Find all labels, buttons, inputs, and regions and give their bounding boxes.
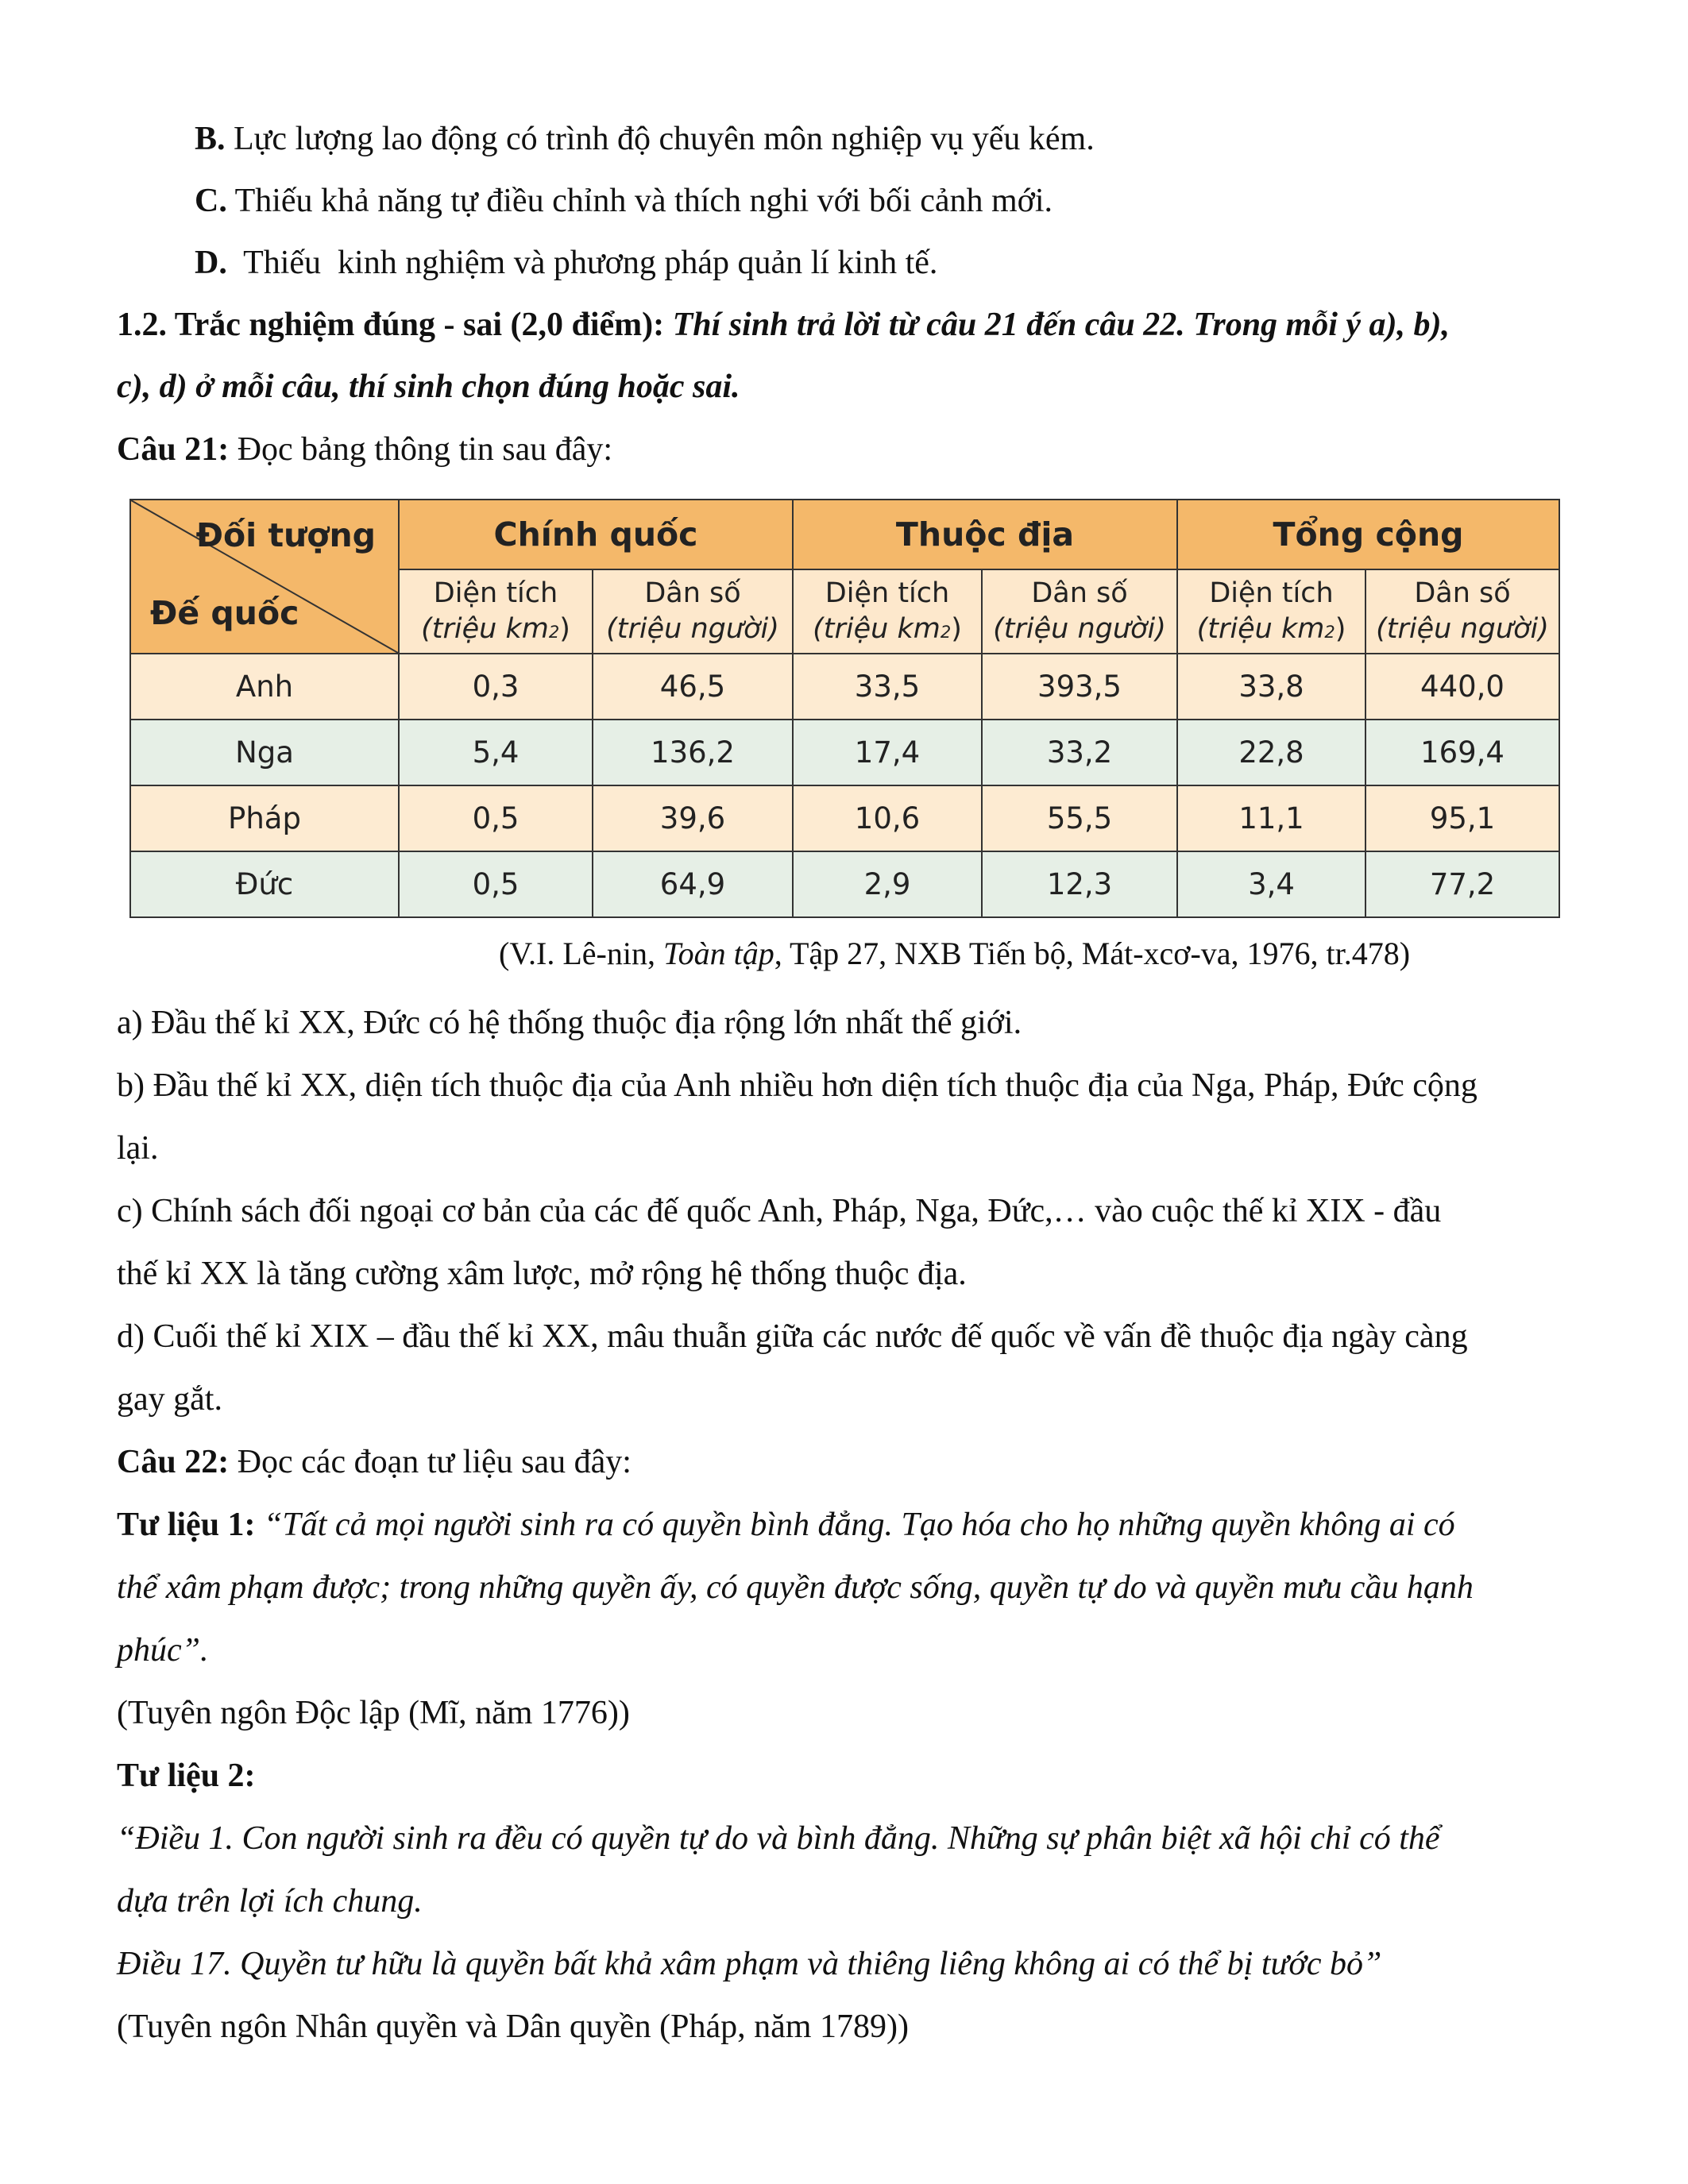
corner-label-top: Đối tượng (195, 516, 376, 554)
table-cell: 33,5 (793, 654, 982, 720)
subheader-population: Dân số (triệu người) (593, 569, 793, 654)
row-label: Anh (130, 654, 399, 720)
document-1-cont: thể xâm phạm được; trong những quyền ấy, có quyền được sống, quyền tự do và quyền mưu cầu hạnh (117, 1569, 1474, 1606)
table-cell: 33,8 (1177, 654, 1365, 720)
option-b (195, 122, 1095, 156)
table-row (130, 720, 1559, 785)
option-letter: B. (195, 121, 226, 157)
table-cell: 2,9 (793, 851, 982, 917)
table-source: (V.I. Lê-nin, Toàn tập, Tập 27, NXB Tiến bộ, Mát-xcơ-va, 1976, tr.478) (499, 936, 1411, 971)
option-text: Thiếu khả năng tự điều chỉnh và thích nghi với bối cảnh mới. (226, 183, 1053, 219)
row-label: Nga (130, 720, 399, 785)
table-cell: 95,1 (1365, 785, 1559, 851)
option-letter: D. (195, 245, 227, 281)
document-2-label: Tư liệu 2: (117, 1758, 256, 1794)
table-cell: 17,4 (793, 720, 982, 785)
table-corner-cell (130, 500, 399, 654)
option-letter: C. (195, 183, 227, 219)
document-2-cont: dựa trên lợi ích chung. (117, 1883, 423, 1920)
section-title: 1.2. Trắc nghiệm đúng - sai (2,0 điểm): (117, 307, 665, 343)
statement-d: d) Cuối thế kỉ XIX – đầu thế kỉ XX, mâu thuẫn giữa các nước đế quốc về vấn đề thuộc địa ngày càng (117, 1318, 1468, 1355)
table-header-row (130, 500, 1559, 569)
table-cell: 0,5 (399, 785, 593, 851)
table-cell: 39,6 (593, 785, 793, 851)
table-cell: 33,2 (982, 720, 1177, 785)
table-cell: 0,3 (399, 654, 593, 720)
statement-b-cont: lại. (117, 1130, 159, 1167)
option-text: Lực lượng lao động có trình độ chuyên môn nghiệp vụ yếu kém. (225, 121, 1095, 157)
colonies-table (129, 499, 1560, 918)
table-cell: 46,5 (593, 654, 793, 720)
statement-a: a) Đầu thế kỉ XX, Đức có hệ thống thuộc địa rộng lớn nhất thế giới. (117, 1005, 1022, 1041)
table-cell: 393,5 (982, 654, 1177, 720)
table-cell: 22,8 (1177, 720, 1365, 785)
question-21-heading (117, 433, 612, 466)
question-prompt: Đọc các đoạn tư liệu sau đây: (229, 1444, 632, 1480)
section-instruction: Thí sinh trả lời từ câu 21 đến câu 22. Trong mỗi ý a), b), (664, 307, 1450, 343)
document-2-source: (Tuyên ngôn Nhân quyền và Dân quyền (Pháp, năm 1789)) (117, 2008, 909, 2045)
table-cell: 0,5 (399, 851, 593, 917)
section-instruction-cont: c), d) ở mỗi câu, thí sinh chọn đúng hoặc sai. (117, 369, 740, 405)
section-heading (117, 308, 1450, 341)
document-1-cont: phúc”. (117, 1632, 209, 1669)
subheader-area: Diện tích (triệu $km^2$) (399, 569, 593, 654)
subheader-population: Dân số (triệu người) (982, 569, 1177, 654)
statement-b: b) Đầu thế kỉ XX, diện tích thuộc địa của Anh nhiều hơn diện tích thuộc địa của Nga, Pháp, Đức cộng (117, 1067, 1477, 1104)
table-cell: 77,2 (1365, 851, 1559, 917)
table-cell: 3,4 (1177, 851, 1365, 917)
group-header: Thuộc địa (793, 500, 1177, 569)
table-cell: 5,4 (399, 720, 593, 785)
row-label: Đức (130, 851, 399, 917)
option-c (195, 184, 1053, 218)
table-cell: 136,2 (593, 720, 793, 785)
statement-c-cont: thế kỉ XX là tăng cường xâm lược, mở rộng hệ thống thuộc địa. (117, 1256, 967, 1292)
document-2-cont: Điều 17. Quyền tư hữu là quyền bất khả xâm phạm và thiêng liêng không ai có thể bị tước bỏ” (117, 1946, 1382, 1982)
table-cell: 169,4 (1365, 720, 1559, 785)
question-label: Câu 21: (117, 431, 230, 468)
row-label: Pháp (130, 785, 399, 851)
subheader-area: Diện tích (triệu $km^2$) (793, 569, 982, 654)
table-cell: 64,9 (593, 851, 793, 917)
document-1-source: (Tuyên ngôn Độc lập (Mĩ, năm 1776)) (117, 1695, 630, 1731)
corner-label-bottom: Đế quốc (150, 594, 299, 632)
group-header: Chính quốc (399, 500, 793, 569)
table-cell: 11,1 (1177, 785, 1365, 851)
statement-d-cont: gay gắt. (117, 1381, 222, 1418)
statement-c: c) Chính sách đối ngoại cơ bản của các đế quốc Anh, Pháp, Nga, Đức,… vào cuộc thế kỉ XIX - đầu (117, 1193, 1442, 1229)
subheader-area: Diện tích (triệu $km^2$) (1177, 569, 1365, 654)
question-22-heading (117, 1445, 632, 1479)
question-label: Câu 22: (117, 1444, 230, 1480)
table-cell: 440,0 (1365, 654, 1559, 720)
document-2-text: “Điều 1. Con người sinh ra đều có quyền tự do và bình đẳng. Những sự phân biệt xã hội chỉ có thể (117, 1820, 1440, 1857)
document-text: “Tất cả mọi người sinh ra có quyền bình đẳng. Tạo hóa cho họ những quyền không ai có (255, 1507, 1455, 1543)
table-cell: 10,6 (793, 785, 982, 851)
table-row (130, 851, 1559, 917)
table-cell: 55,5 (982, 785, 1177, 851)
question-prompt: Đọc bảng thông tin sau đây: (229, 431, 613, 468)
group-header: Tổng cộng (1177, 500, 1559, 569)
table-cell: 12,3 (982, 851, 1177, 917)
option-text: Thiếu kinh nghiệm và phương pháp quản lí kinh tế. (226, 245, 938, 281)
document-1 (117, 1508, 1455, 1542)
document-label: Tư liệu 1: (117, 1507, 256, 1543)
subheader-population: Dân số (triệu người) (1365, 569, 1559, 654)
table-row (130, 654, 1559, 720)
option-d (195, 246, 937, 280)
table-row (130, 785, 1559, 851)
